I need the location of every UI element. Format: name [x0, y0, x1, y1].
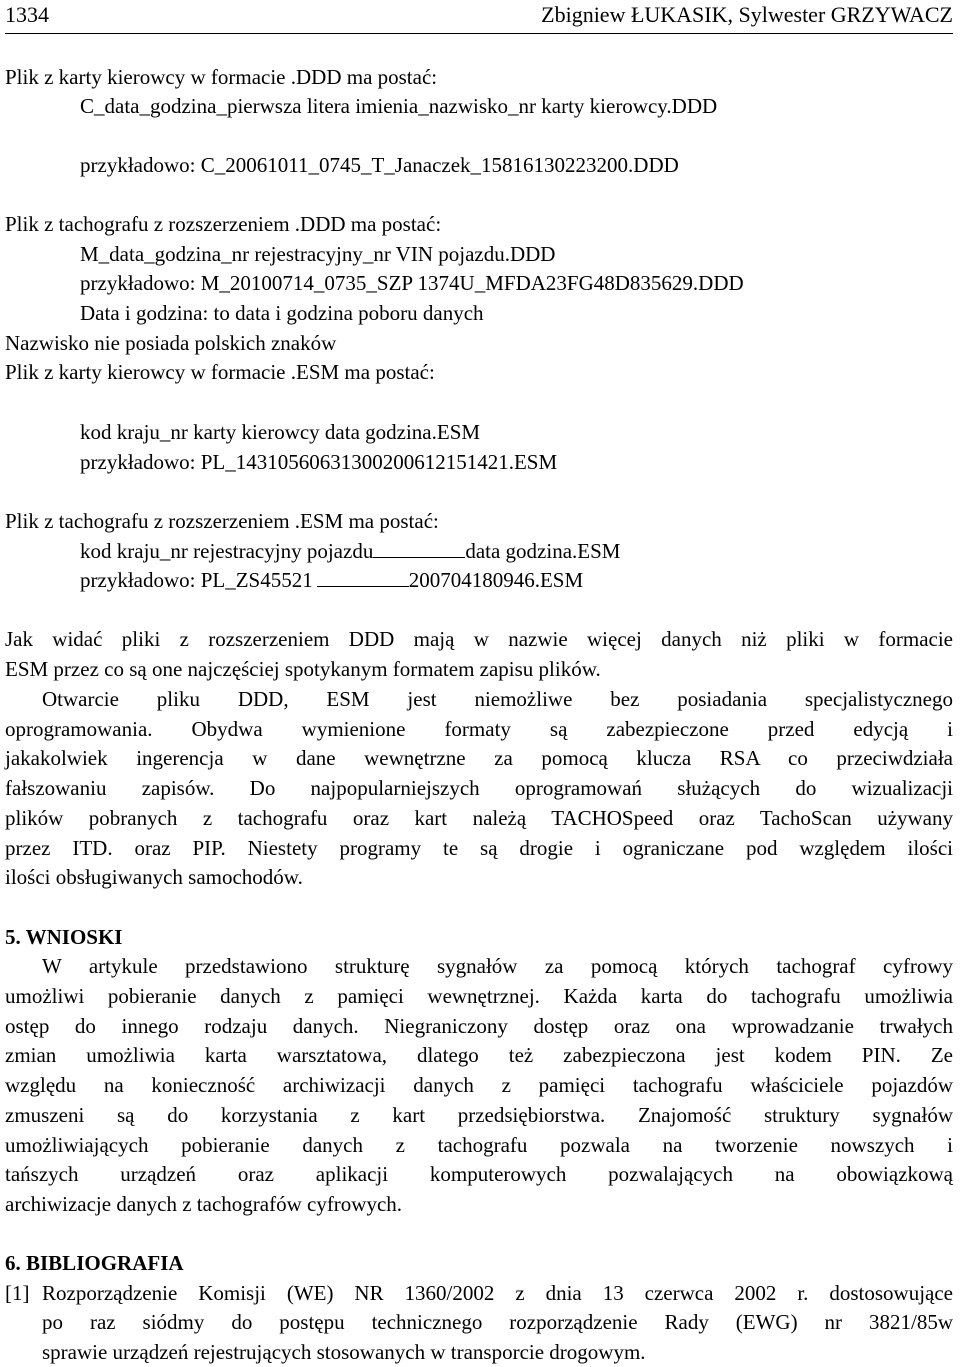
date-note: Data i godzina: to data i godzina poboru danych: [80, 301, 484, 325]
ddd-card-pattern: C_data_godzina_pierwsza litera imienia_nazwisko_nr karty kierowcy.DDD: [80, 94, 718, 118]
page-number: 1334: [5, 2, 49, 27]
conclusion-line: tańszych urządzeń oraz aplikacji komputerowych pozwalających na obowiązkową: [5, 1162, 953, 1186]
esm-tacho-pattern-part-b: data godzina.ESM: [465, 539, 621, 563]
esm-tacho-example-part-b: 200704180946.ESM: [408, 568, 584, 592]
ddd-card-example: przykładowo: C_20061011_0745_T_Janaczek_15816130223200.DDD: [80, 153, 679, 177]
reference-line: Rozporządzenie Komisji (WE) NR 1360/2002 z dnia 13 czerwca 2002 r. dostosowujące: [42, 1281, 953, 1305]
conclusion-line: względu na konieczność archiwizacji danych z pamięci tachografu właściciele pojazdów: [5, 1073, 953, 1097]
ddd-tacho-example: przykładowo: M_20100714_0735_SZP 1374U_MFDA23FG48D835629.DDD: [80, 271, 744, 295]
esm-tacho-pattern-part-a: kod kraju_nr rejestracyjny pojazdu: [80, 539, 374, 563]
section-heading-bibliography: 6. BIBLIOGRAFIA: [5, 1251, 184, 1275]
esm-tacho-pattern: [80, 536, 620, 566]
esm-tacho-example: [80, 565, 583, 595]
paragraph-line: ESM przez co są one najczęściej spotykanym formatem zapisu plików.: [5, 657, 601, 681]
conclusion-line: zmuszeni są do korzystania z kart przedsiębiorstwa. Znajomość struktury sygnałów: [5, 1103, 953, 1127]
reference-line: sprawie urządzeń rejestrujących stosowanych w transporcie drogowym.: [42, 1340, 646, 1364]
surname-note: Nazwisko nie posiada polskich znaków: [5, 331, 337, 355]
conclusion-line: umożliwi pobieranie danych z pamięci wewnętrznej. Każda karta do tachografu umożliwia: [5, 984, 953, 1008]
blank-gap: [317, 568, 409, 587]
esm-tacho-example-part-a: przykładowo: PL_ZS45521: [80, 568, 313, 592]
esm-tacho-intro: Plik z tachografu z rozszerzeniem .ESM ma postać:: [5, 509, 439, 533]
section-heading-conclusions: 5. WNIOSKI: [5, 925, 123, 949]
paragraph-line: ilości obsługiwanych samochodów.: [5, 865, 303, 889]
conclusion-line: umożliwiających pobieranie danych z tachografu pozwala na tworzenie nowszych i: [5, 1133, 953, 1157]
running-authors: Zbigniew ŁUKASIK, Sylwester GRZYWACZ: [541, 2, 953, 27]
conclusion-line: W artykule przedstawiono strukturę sygnałów za pomocą których tachograf cyfrowy: [42, 954, 953, 978]
paragraph-line: Jak widać pliki z rozszerzeniem DDD mają w nazwie więcej danych niż pliki w formacie: [5, 627, 953, 651]
ddd-tacho-pattern: M_data_godzina_nr rejestracyjny_nr VIN pojazdu.DDD: [80, 242, 556, 266]
paragraph-line: Otwarcie pliku DDD, ESM jest niemożliwe bez posiadania specjalistycznego: [42, 687, 953, 711]
page-header: [5, 0, 953, 34]
esm-card-pattern: kod kraju_nr karty kierowcy data godzina.ESM: [80, 420, 481, 444]
ddd-tacho-intro: Plik z tachografu z rozszerzeniem .DDD ma postać:: [5, 212, 442, 236]
paragraph-line: fałszowaniu zapisów. Do najpopularniejszych oprogramowań służących do wizualizacji: [5, 776, 953, 800]
paragraph-line: jakakolwiek ingerencja w dane wewnętrzne za pomocą klucza RSA co przeciwdziała: [5, 746, 953, 770]
blank-gap: [373, 539, 465, 558]
esm-card-example: przykładowo: PL_14310560631300200612151421.ESM: [80, 450, 558, 474]
paragraph-line: przez ITD. oraz PIP. Niestety programy te są drogie i ograniczane pod względem ilości: [5, 836, 953, 860]
conclusion-line: archiwizacje danych z tachografów cyfrowych.: [5, 1192, 403, 1216]
paragraph-line: oprogramowania. Obydwa wymienione formaty są zabezpieczone przed edycją i: [5, 717, 953, 741]
conclusion-line: ostęp do innego rodzaju danych. Niegraniczony dostęp oraz ona wprowadzanie trwałych: [5, 1014, 953, 1038]
ddd-card-intro: Plik z karty kierowcy w formacie .DDD ma postać:: [5, 65, 438, 89]
reference-number: [1]: [5, 1281, 30, 1305]
conclusion-line: zmian umożliwia karta warsztatowa, dlatego też zabezpieczona jest kodem PIN. Ze: [5, 1043, 953, 1067]
esm-card-intro: Plik z karty kierowcy w formacie .ESM ma postać:: [5, 360, 435, 384]
paragraph-line: plików pobranych z tachografu oraz kart należą TACHOSpeed oraz TachoScan używany: [5, 806, 953, 830]
reference-line: po raz siódmy do postępu technicznego rozporządzenie Rady (EWG) nr 3821/85w: [42, 1310, 953, 1334]
